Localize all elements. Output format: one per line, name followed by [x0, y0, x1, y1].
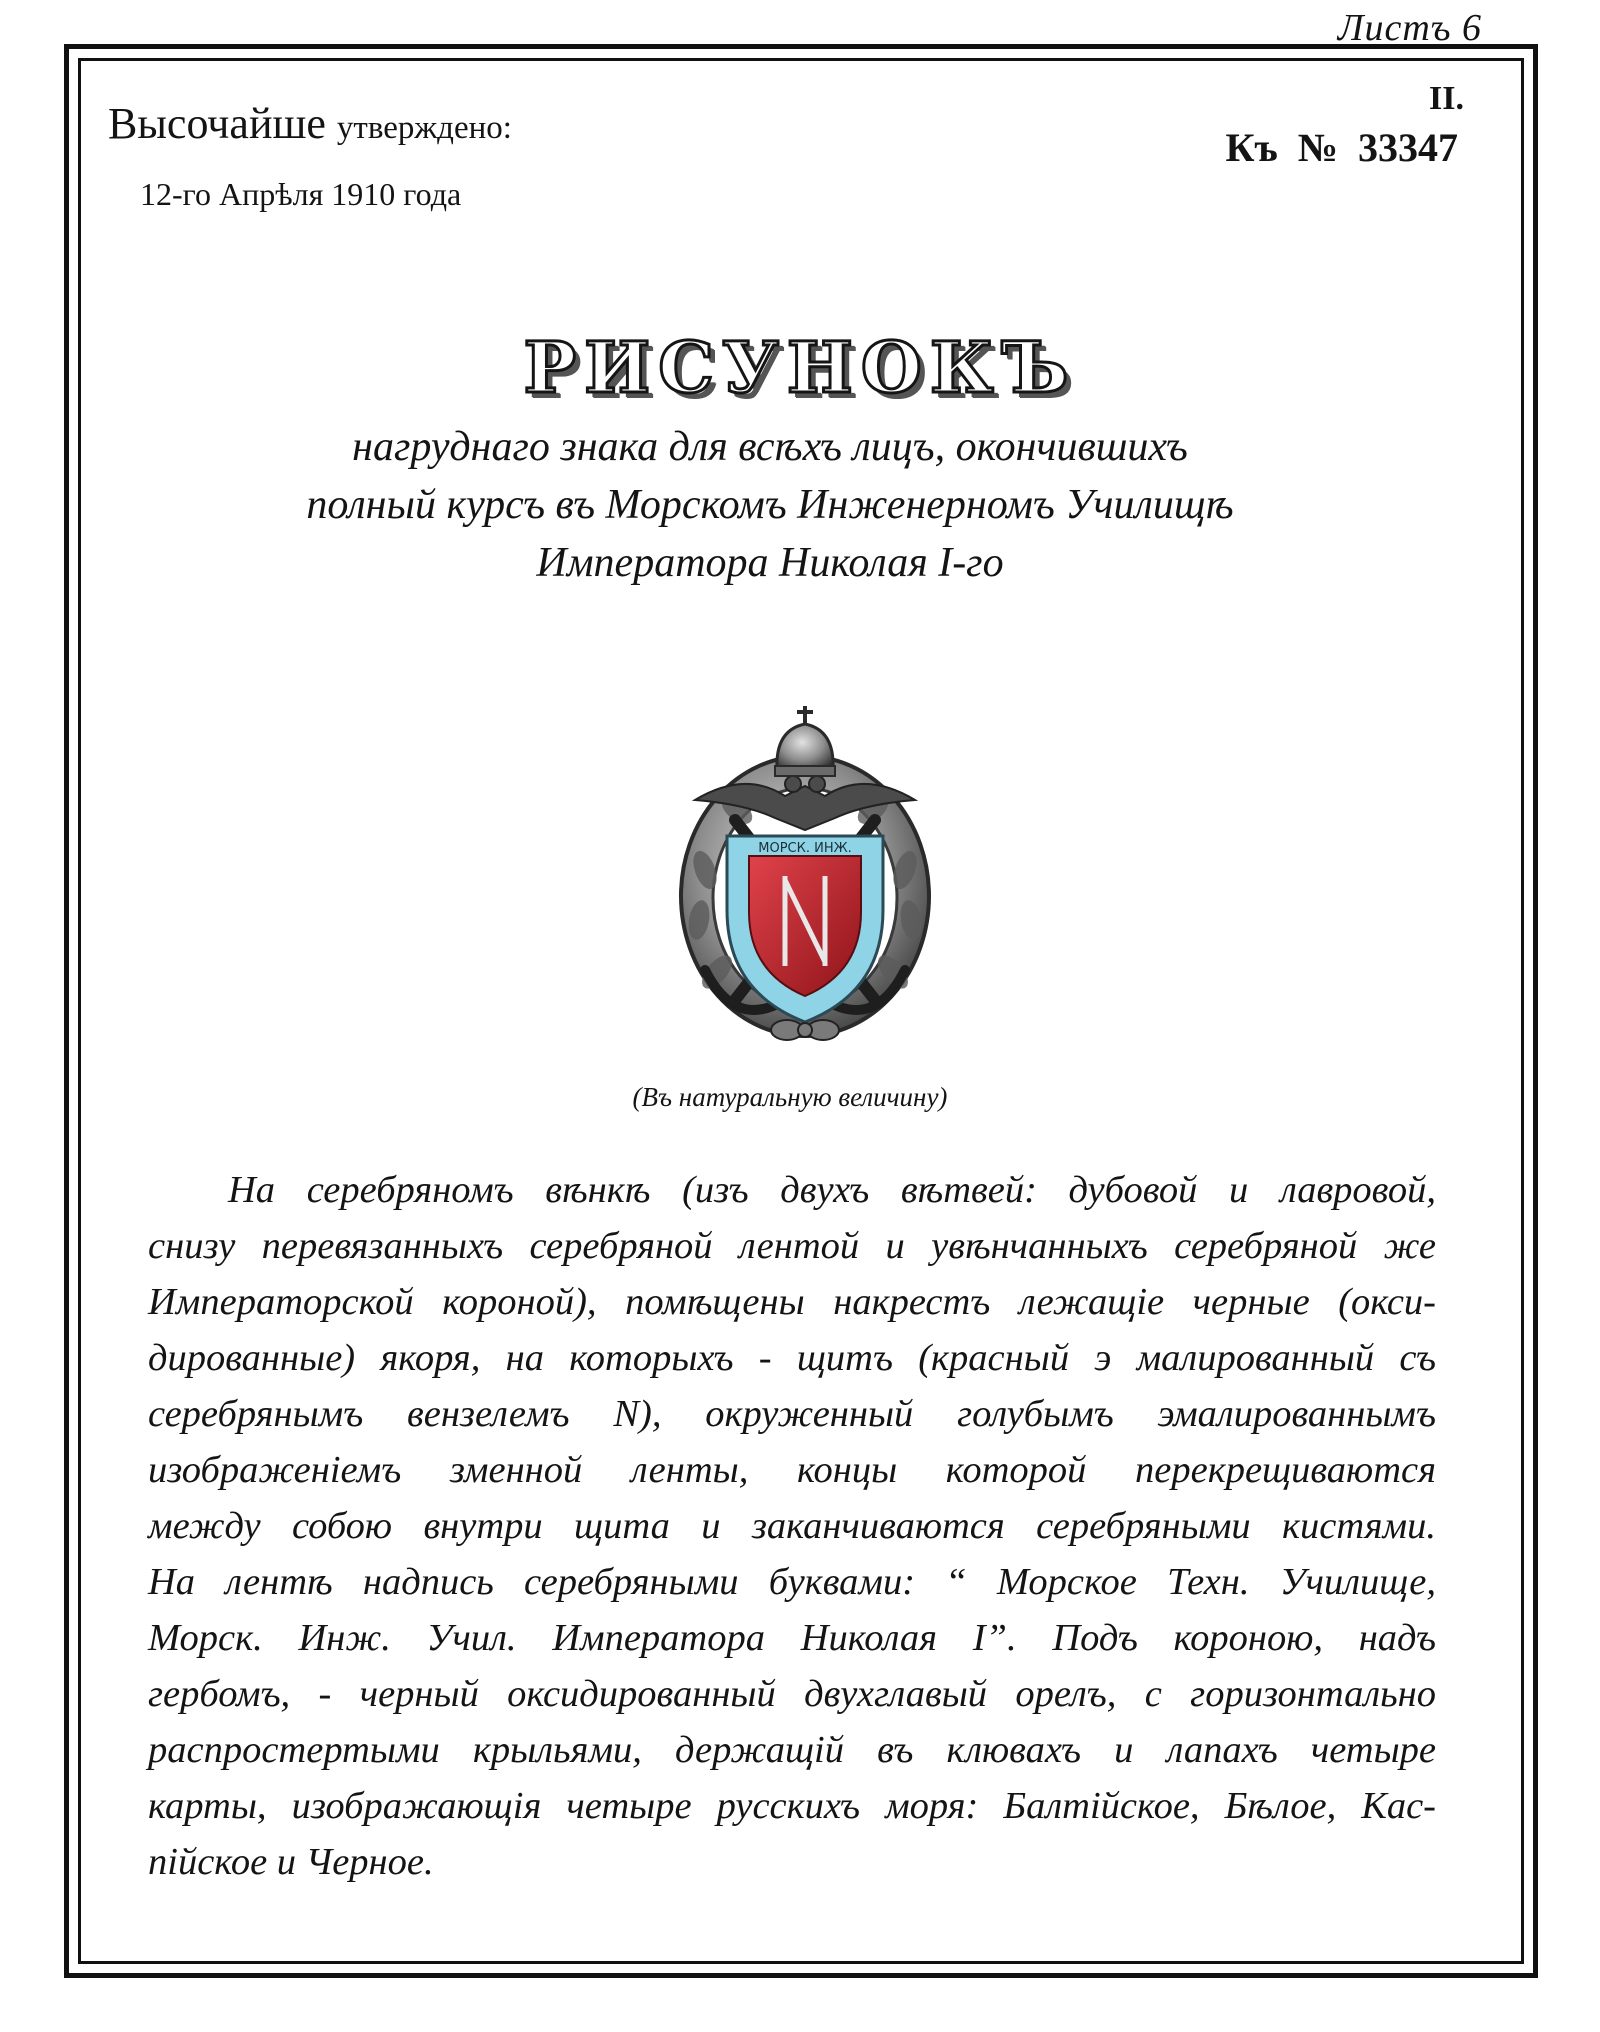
- approval-note: [108, 98, 512, 149]
- bow-icon: [771, 1020, 839, 1040]
- description-line: На лентѣ надпись серебряными буквами: “ Морское Техн. Училище,: [148, 1561, 1436, 1603]
- description-line: распростертыми крыльями, держащій въ клювахъ и лапахъ четыре: [148, 1729, 1436, 1771]
- subtitle-line: нагруднаго знака для всѣхъ лицъ, окончившихъ: [352, 424, 1188, 470]
- reference-number: Къ № 33347: [1225, 125, 1458, 170]
- badge-description: [148, 1162, 1436, 1890]
- description-line: Императорской короной), помѣщены накрестъ лежащіе черные (окси-: [148, 1281, 1436, 1323]
- description-line: гербомъ, - черный оксидированный двухглавый орелъ, с горизонтально: [148, 1673, 1436, 1715]
- ribbon-inscription: МОРСК. ИНЖ.: [758, 841, 852, 856]
- crown-icon: [775, 706, 835, 776]
- approval-word: Высочайше: [108, 99, 326, 148]
- sheet-label: Листъ 6: [1337, 7, 1482, 49]
- description-line: На серебряномъ вѣнкѣ (изъ двухъ вѣтвей: дубовой и лавровой,: [228, 1169, 1436, 1211]
- document-subtitle: [0, 418, 1540, 592]
- document-title: РИСУНОКЪ: [523, 326, 1077, 409]
- approval-rest: утверждено:: [336, 110, 512, 146]
- description-line: между собою внутри щита и заканчиваются серебряными кистями.: [148, 1505, 1436, 1547]
- subtitle-line: полный курсъ въ Морскомъ Инженерномъ Училищѣ: [306, 482, 1234, 528]
- subtitle-line: Императора Николая I-го: [536, 540, 1004, 586]
- description-line: снизу перевязанныхъ серебряной лентой и увѣнчанныхъ серебряной же: [148, 1225, 1436, 1267]
- description-line: Морск. Инж. Учил. Императора Николая I”. Подъ короною, надъ: [148, 1617, 1436, 1659]
- description-line: изображеніемъ зменной ленты, концы которой перекрещиваются: [148, 1449, 1436, 1491]
- reference-roman-numeral: II.: [1429, 80, 1464, 117]
- description-line: пійское и Черное.: [148, 1841, 434, 1883]
- approval-date: 12-го Апрѣля 1910 года: [140, 176, 462, 212]
- badge-illustration: [665, 700, 945, 1052]
- description-line: дированные) якоря, на которыхъ - щитъ (красный э малированный съ: [148, 1337, 1436, 1379]
- description-line: карты, изображающія четыре русскихъ моря: Балтійское, Бѣлое, Кас-: [148, 1785, 1436, 1827]
- description-line: серебрянымъ вензелемъ N), окруженный голубымъ эмалированнымъ: [148, 1393, 1436, 1435]
- illustration-caption: (Въ натуральную величину): [632, 1082, 948, 1112]
